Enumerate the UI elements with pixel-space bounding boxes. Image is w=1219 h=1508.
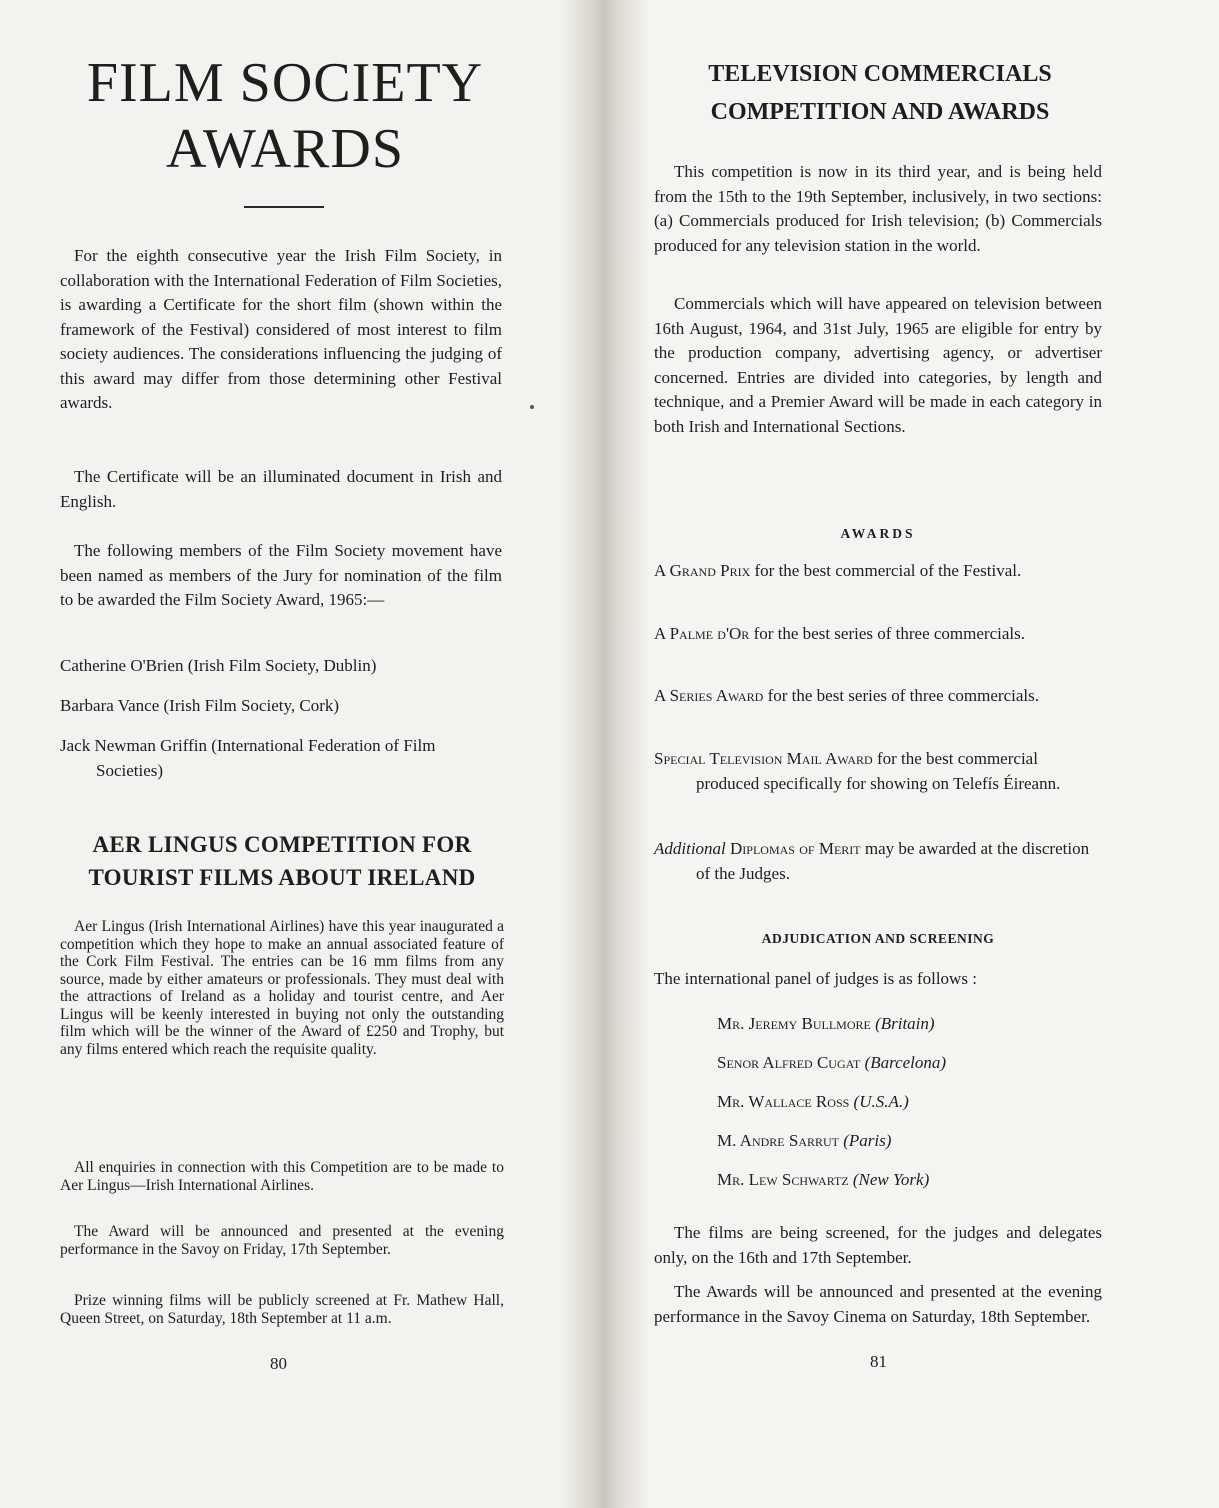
aer-lingus-heading: [60, 828, 504, 894]
aer-paragraph-4: Prize winning films will be publicly screened at Fr. Mathew Hall, Queen Street, on Saturday, 18th September at 11 a.m.: [60, 1292, 504, 1327]
certificate-paragraph: The Certificate will be an illuminated document in Irish and English.: [60, 467, 502, 511]
award-item: A Palme d'Or for the best series of three commercials.: [654, 624, 1025, 643]
final-paragraph: The Awards will be announced and presented at the evening performance in the Savoy Cinema on Saturday, 18th September.: [654, 1282, 1102, 1326]
tv-commercials-heading: [655, 55, 1105, 131]
judge-entry: Mr. Jeremy Bullmore (Britain): [717, 1014, 935, 1033]
jury-member: Jack Newman Griffin (International Federation of Film Societies): [60, 736, 436, 780]
tv-heading-line-2: COMPETITION AND AWARDS: [710, 99, 1050, 125]
judge-entry: Mr. Wallace Ross (U.S.A.): [717, 1092, 909, 1111]
award-item: A Grand Prix for the best commercial of the Festival.: [654, 561, 1022, 580]
awards-heading: AWARDS: [840, 526, 916, 541]
judge-entry: M. Andre Sarrut (Paris): [717, 1131, 892, 1150]
aer-paragraph-3: The Award will be announced and presented at the evening performance in the Savoy on Friday, 17th September.: [60, 1223, 504, 1258]
jury-member: Catherine O'Brien (Irish Film Society, Dublin): [60, 656, 377, 675]
tv-heading-line-1: TELEVISION COMMERCIALS: [708, 61, 1052, 87]
judge-entry: Senor Alfred Cugat (Barcelona): [717, 1053, 947, 1072]
award-item: Special Television Mail Award for the best commercial produced specifically for showing on Telefís Éireann.: [654, 749, 1061, 793]
screening-paragraph: The films are being screened, for the judges and delegates only, on the 16th and 17th September.: [654, 1223, 1102, 1267]
page-title: [50, 50, 520, 182]
aer-heading-line-2: TOURIST FILMS ABOUT IRELAND: [88, 865, 476, 890]
jury-member: Barbara Vance (Irish Film Society, Cork): [60, 696, 340, 715]
book-gutter: [560, 0, 650, 1508]
intro-paragraph: For the eighth consecutive year the Irish Film Society, in collaboration with the International Federation of Film Societies, is awarding a Certificate for the short film (shown within the framework of the Festival) considered of most interest to film society audiences. The considerations influencing the judging of this award may differ from those determining other Festival awards.: [60, 246, 502, 412]
title-line-2: AWARDS: [166, 118, 404, 180]
panel-intro: The international panel of judges is as follows :: [654, 969, 977, 988]
award-item: A Series Award for the best series of three commercials.: [654, 686, 1039, 705]
jury-paragraph: The following members of the Film Society movement have been named as members of the Jury for nomination of the film to be awarded the Film Society Award, 1965:—: [60, 541, 502, 609]
aer-heading-line-1: AER LINGUS COMPETITION FOR: [92, 832, 472, 857]
speck: [530, 405, 534, 409]
title-line-1: FILM SOCIETY: [86, 52, 484, 114]
tv-paragraph-2: Commercials which will have appeared on television between 16th August, 1964, and 31st July, 1965 are eligible for entry by the production company, advertising agency, or advertiser concerned. Entries are divided into categories, by length and technique, and a Premier Award will be made in each category in both Irish and International Sections.: [654, 294, 1102, 436]
aer-paragraph-2: All enquiries in connection with this Competition are to be made to Aer Lingus—Irish International Airlines.: [60, 1159, 504, 1194]
tv-paragraph-1: This competition is now in its third year, and is being held from the 15th to the 19th September, inclusively, in two sections: (a) Commercials produced for Irish television; (b) Commercials produced for any television station in the world.: [654, 162, 1102, 255]
aer-paragraph-1: Aer Lingus (Irish International Airlines) have this year inaugurated a competition which they hope to make an annual associated feature of the Cork Film Festival. The entries can be 16 mm films from any source, made by either amateurs or professionals. They must deal with the attractions of Ireland as a holiday and tourist centre, and Aer Lingus will be keenly interested in buying not only the outstanding film which will be the winner of the Award of £250 and Trophy, but any films entered which reach the requisite quality.: [60, 918, 504, 1058]
judge-entry: Mr. Lew Schwartz (New York): [717, 1170, 930, 1189]
page-number-left: 80: [270, 1354, 287, 1373]
page-number-right: 81: [870, 1352, 887, 1371]
award-item: Additional Diplomas of Merit may be awarded at the discretion of the Judges.: [654, 839, 1090, 883]
title-divider: [244, 206, 324, 208]
adjudication-heading: ADJUDICATION AND SCREENING: [761, 931, 995, 946]
